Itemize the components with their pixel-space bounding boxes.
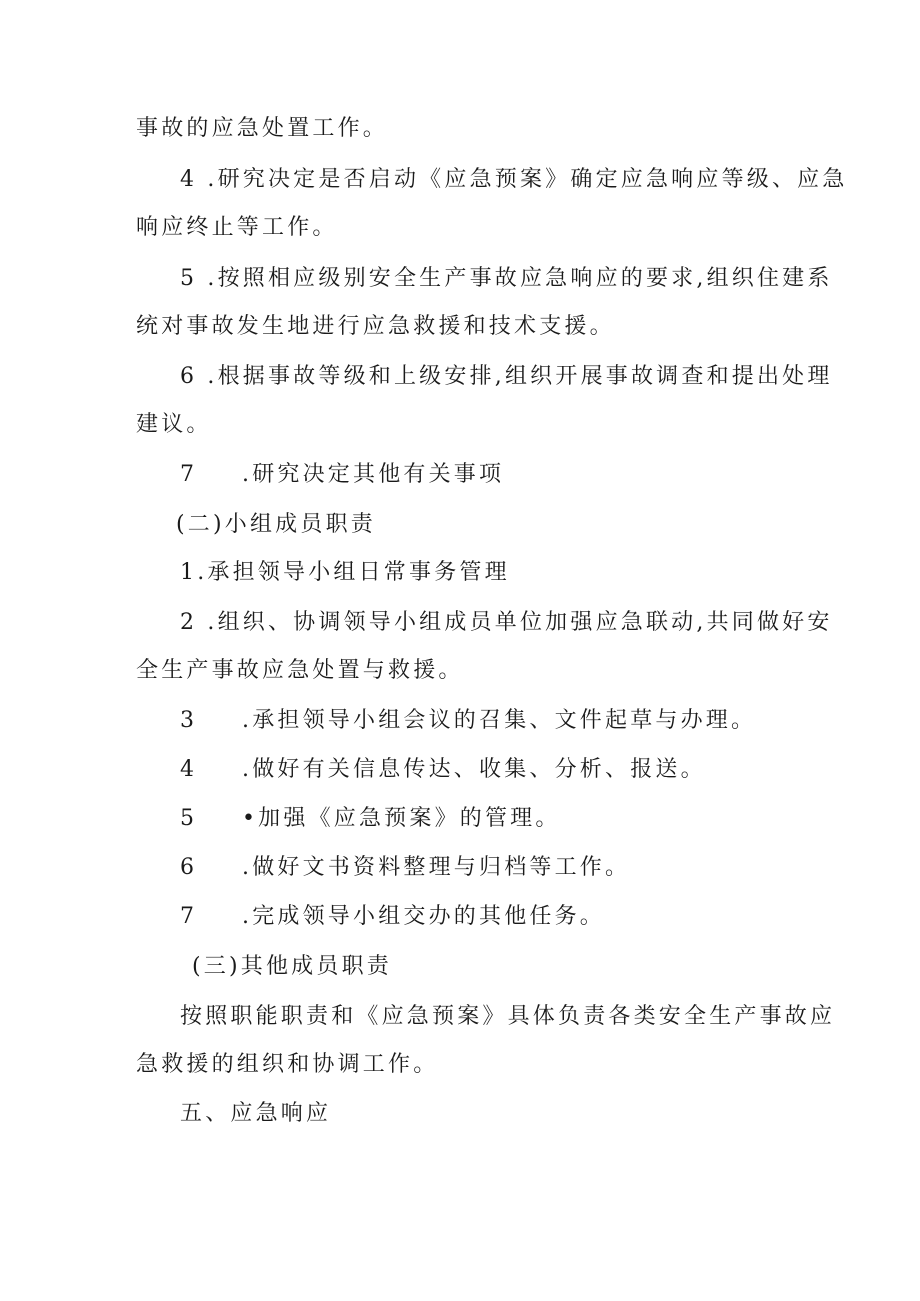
item-number: 5 [180,806,198,831]
list-item [180,804,561,834]
paragraph-line: 5 .按照相应级别安全生产事故应急响应的要求,组织住建系 [180,266,833,291]
paragraph-line: 全生产事故应急处置与救援。 [136,658,464,683]
section-heading: (三)其他成员职责 [192,954,392,979]
paragraph-line: 急救援的组织和协调工作。 [136,1052,439,1077]
paragraph-line: 响应终止等工作。 [136,215,338,240]
item-number: 3 [180,708,198,733]
item-text: •加强《应急预案》的管理。 [242,806,561,831]
paragraph-line: 建议。 [136,412,212,437]
item-text: .完成领导小组交办的其他任务。 [242,904,605,929]
list-item [180,460,504,490]
item-text: .做好有关信息传达、收集、分析、报送。 [242,757,706,782]
paragraph-line: 4 .研究决定是否启动《应急预案》确定应急响应等级、应急 [180,167,848,192]
list-item [180,902,605,932]
paragraph-line: 事故的应急处置工作。 [136,116,389,141]
list-item [180,755,706,785]
chapter-heading: 五、应急响应 [180,1101,332,1126]
list-item: 1.承担领导小组日常事务管理 [180,560,510,585]
item-text: .承担领导小组会议的召集、文件起草与办理。 [242,708,757,733]
item-number: 7 [180,904,198,929]
paragraph-line: 统对事故发生地进行应急救援和技术支援。 [136,314,615,339]
item-number: 4 [180,757,198,782]
item-text: .做好文书资料整理与归档等工作。 [242,855,631,880]
paragraph-line: 按照职能职责和《应急预案》具体负责各类安全生产事故应 [180,1004,836,1029]
item-number: 6 [180,855,198,880]
list-item [180,706,756,736]
section-heading: (二)小组成员职责 [176,512,376,537]
item-text: .研究决定其他有关事项 [242,462,505,487]
item-number: 7 [180,462,198,487]
paragraph-line: 6 .根据事故等级和上级安排,组织开展事故调查和提出处理 [180,364,833,389]
list-item [180,853,630,883]
paragraph-line: 2 .组织、协调领导小组成员单位加强应急联动,共同做好安 [180,610,833,635]
